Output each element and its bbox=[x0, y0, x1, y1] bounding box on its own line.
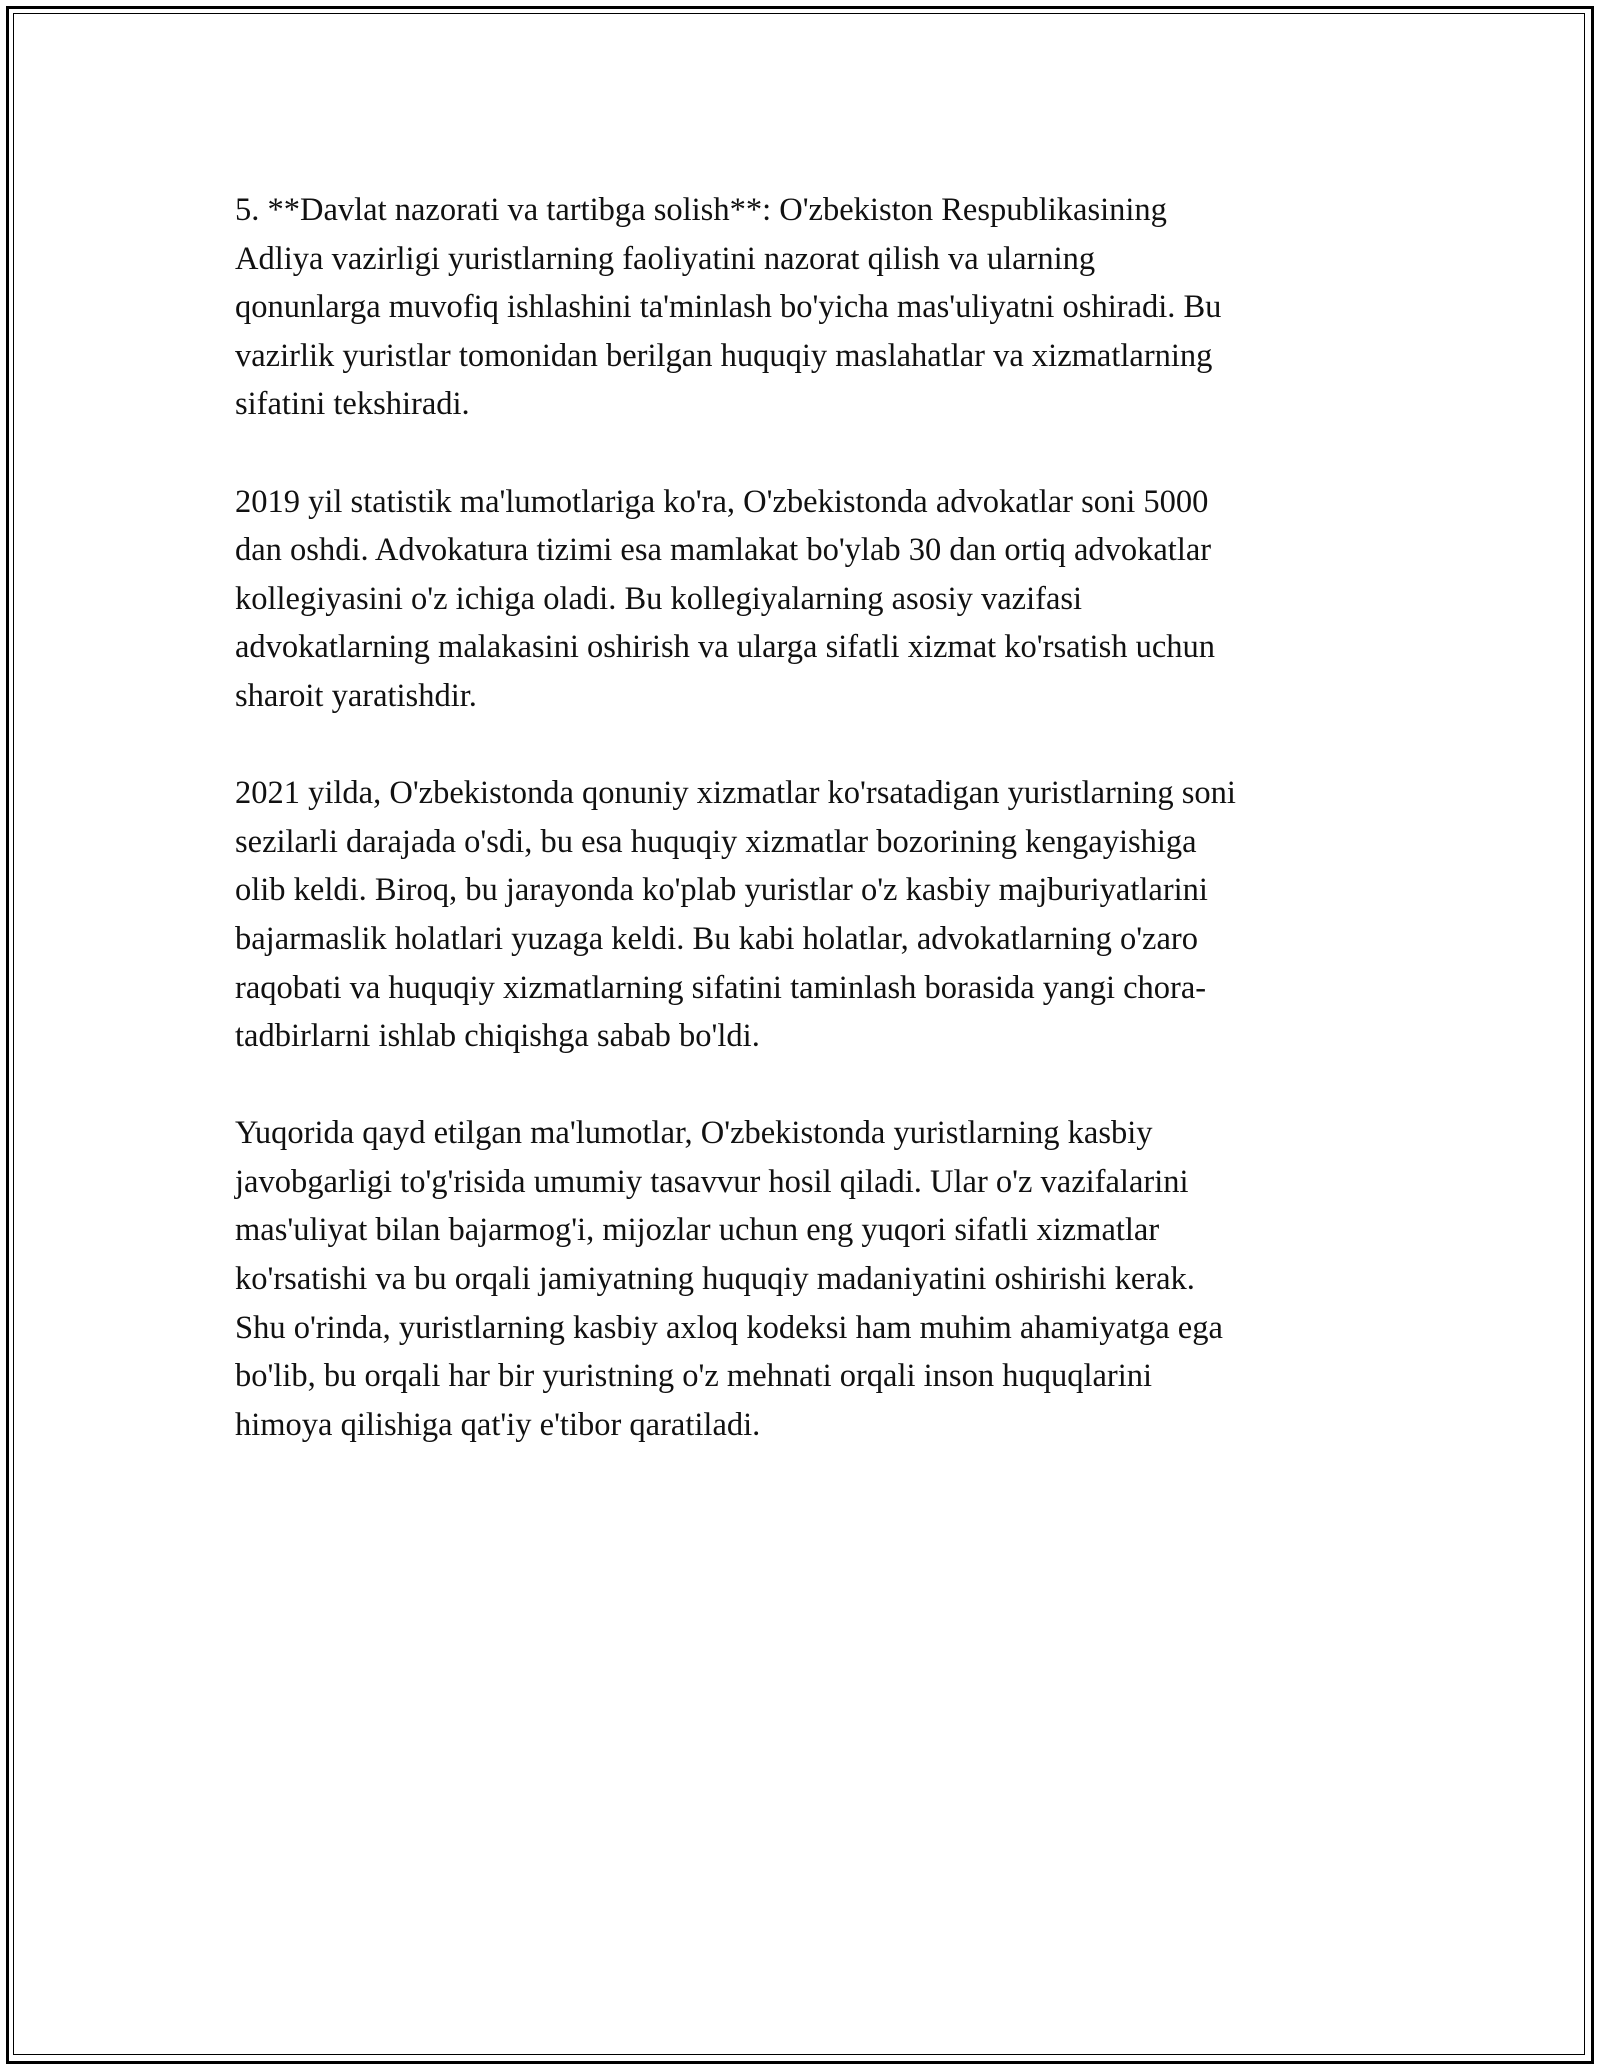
paragraph-state-control: 5. **Davlat nazorati va tartibga solish**: O'zbekiston Respublikasining Adliya vazirligi yuristlarning faoliyatini nazorat qilish va ularning qonunlarga muvofiq ishlashini ta'minlash bo'yicha mas'uliyatni oshiradi. Bu vazirlik yuristlar tomonidan berilgan huquqiy maslahatlar va xizmatlarning sifatini tekshiradi. bbox=[235, 192, 1222, 423]
document-body bbox=[235, 186, 1365, 1498]
paragraph-2021-growth: 2021 yilda, O'zbekistonda qonuniy xizmatlar ko'rsatadigan yuristlarning soni sezilarli darajada o'sdi, bu esa huquqiy xizmatlar bozorining kengayishiga olib keldi. Biroq, bu jarayonda ko'plab yuristlar o'z kasbiy majburiyatlarini bajarmaslik holatlari yuzaga keldi. Bu kabi holatlar, advokatlarning o'zaro raqobati va huquqiy xizmatlarning sifatini taminlash borasida yangi chora- tadbirlarni ishlab chiqishga sabab bo'ldi. bbox=[235, 775, 1236, 1055]
paragraph-2019-statistics: 2019 yil statistik ma'lumotlariga ko'ra, O'zbekistonda advokatlar soni 5000 dan oshdi. Advokatura tizimi esa mamlakat bo'ylab 30 dan ortiq advokatlar kollegiyasini o'z ichiga oladi. Bu kollegiyalarning asosiy vazifasi advokatlarning malakasini oshirish va ularga sifatli xizmat ko'rsatish uchun sharoit yaratishdir. bbox=[235, 483, 1216, 714]
paragraph-conclusion: Yuqorida qayd etilgan ma'lumotlar, O'zbekistonda yuristlarning kasbiy javobgarligi to'g'risida umumiy tasavvur hosil qiladi. Ular o'z vazifalarini mas'uliyat bilan bajarmog'i, mijozlar uchun eng yuqori sifatli xizmatlar ko'rsatishi va bu orqali jamiyatning huquqiy madaniyatini oshirishi kerak. Shu o'rinda, yuristlarning kasbiy axloq kodeksi ham muhim ahamiyatga ega bo'lib, bu orqali har bir yuristning o'z mehnati orqali inson huquqlarini himoya qilishiga qat'iy e'tibor qaratiladi. bbox=[235, 1115, 1223, 1443]
